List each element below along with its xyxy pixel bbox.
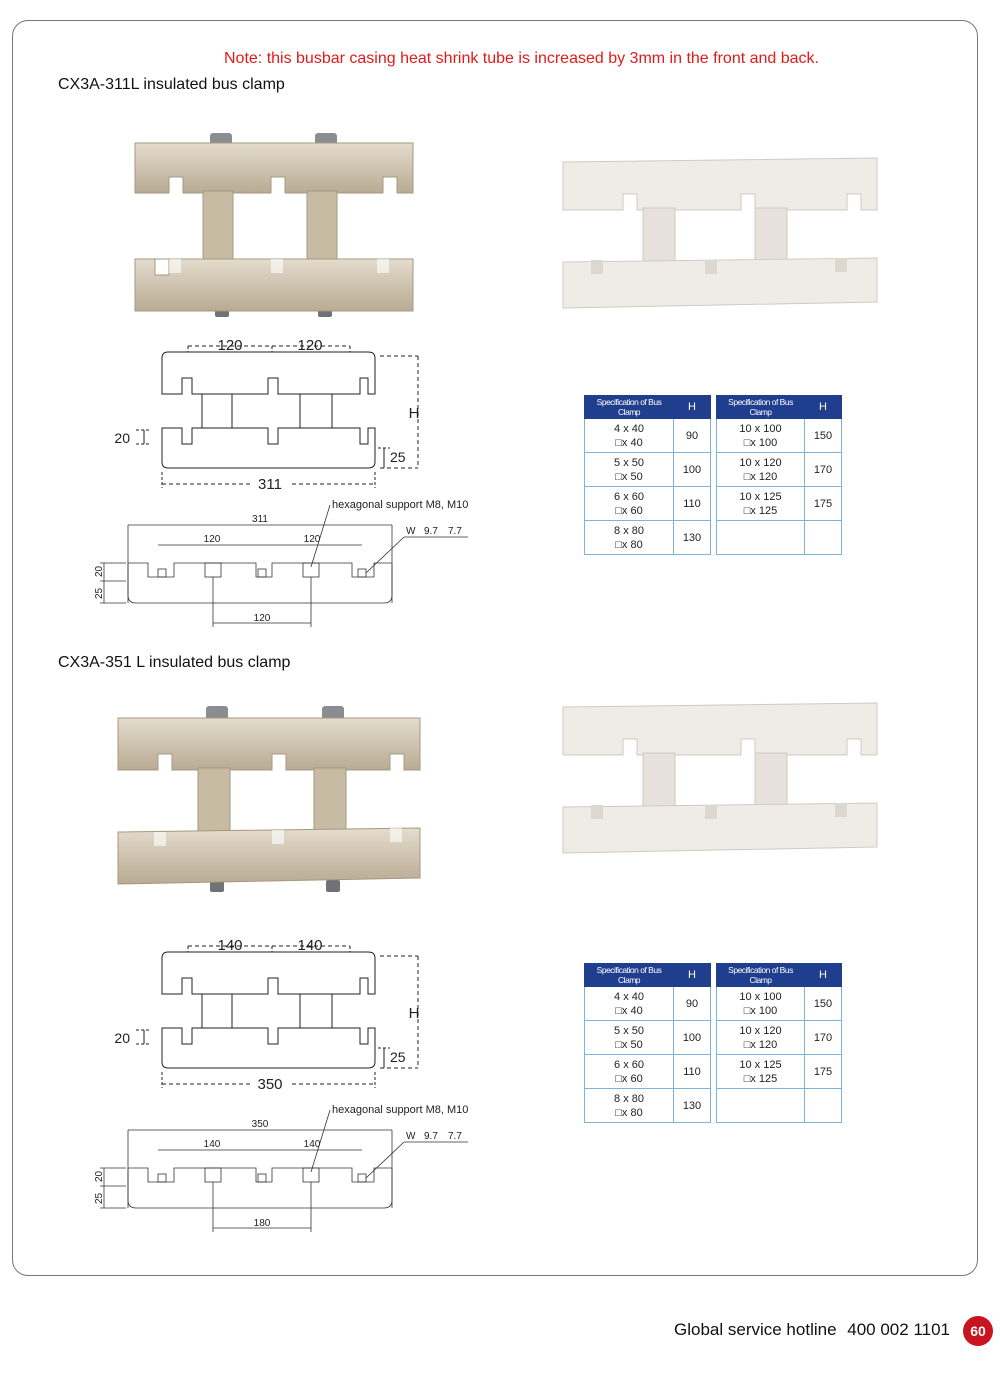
side-left: 140 xyxy=(203,1139,221,1150)
dim-height: H xyxy=(408,405,420,422)
side-h2: 25 xyxy=(94,1192,105,1204)
table-row: 6 x 60 □x 60 110 xyxy=(585,487,711,521)
spec-table-left xyxy=(584,395,711,555)
spec-table-left xyxy=(584,963,711,1123)
side-bottom: 180 xyxy=(253,1218,271,1229)
side-drawing xyxy=(90,495,490,635)
table-row: 4 x 40 □x 40 90 xyxy=(585,987,711,1021)
header-spec: Specification of Bus Clamp xyxy=(585,964,674,987)
side-length: 350 xyxy=(251,1119,269,1130)
clamp-photo-white xyxy=(555,695,885,865)
hex-support-label: hexagonal support M8, M10 xyxy=(332,499,469,511)
product-title: CX3A-351 L insulated bus clamp xyxy=(58,654,291,671)
header-spec: Specification of Bus Clamp xyxy=(717,964,805,987)
header-h: H xyxy=(805,964,842,987)
note-text: Note: this busbar casing heat shrink tube is increased by 3mm in the front and back. xyxy=(224,50,819,67)
table-row: 5 x 50 □x 50 100 xyxy=(585,1021,711,1055)
table-row: 5 x 50 □x 50 100 xyxy=(585,453,711,487)
w-label: W xyxy=(406,1131,416,1142)
table-row: 8 x 80 □x 80 130 xyxy=(585,521,711,555)
clamp-photo-white xyxy=(555,150,885,320)
side-length: 311 xyxy=(252,514,268,525)
hotline-label: Global service hotline xyxy=(674,1320,837,1339)
dim-spacing-right: 120 xyxy=(297,337,323,354)
side-right: 140 xyxy=(303,1139,321,1150)
side-h2: 25 xyxy=(94,587,105,599)
product-title: CX3A-311L insulated bus clamp xyxy=(58,76,285,93)
table-row: 10 x 120 □x 120 170 xyxy=(717,1021,842,1055)
dim-slot: 20 xyxy=(114,430,130,446)
table-row: 4 x 40 □x 40 90 xyxy=(585,419,711,453)
hotline-number: 400 002 1101 xyxy=(847,1320,950,1339)
clamp-photo-beige xyxy=(125,125,425,325)
hex-support-label: hexagonal support M8, M10 xyxy=(332,1104,469,1116)
table-row: 10 x 100 □x 100 150 xyxy=(717,419,842,453)
side-drawing xyxy=(90,1100,490,1240)
table-row: 10 x 100 □x 100 150 xyxy=(717,987,842,1021)
dimension-drawing-top xyxy=(100,330,440,500)
side-h1: 20 xyxy=(94,565,105,577)
w2-value: 7.7 xyxy=(448,526,462,537)
dim-height: H xyxy=(408,1005,420,1022)
table-row xyxy=(717,1089,842,1123)
header-h: H xyxy=(805,396,842,419)
table-row: 10 x 120 □x 120 170 xyxy=(717,453,842,487)
side-bottom: 120 xyxy=(253,613,271,624)
table-row xyxy=(717,521,842,555)
header-h: H xyxy=(674,396,711,419)
dim-spacing-left: 120 xyxy=(217,337,243,354)
dim-length: 350 xyxy=(257,1076,283,1093)
w1-value: 9.7 xyxy=(424,526,438,537)
dim-base: 25 xyxy=(390,449,406,465)
dim-length: 311 xyxy=(258,476,282,493)
spec-table-right xyxy=(716,963,842,1123)
w2-value: 7.7 xyxy=(448,1131,462,1142)
table-row: 10 x 125 □x 125 175 xyxy=(717,1055,842,1089)
footer-hotline xyxy=(674,1320,950,1340)
w-label: W xyxy=(406,526,416,537)
dimension-drawing-top xyxy=(100,930,440,1100)
side-right: 120 xyxy=(303,534,321,545)
clamp-photo-beige xyxy=(110,698,430,898)
w1-value: 9.7 xyxy=(424,1131,438,1142)
dim-base: 25 xyxy=(390,1049,406,1065)
header-spec: Specification of Bus Clamp xyxy=(717,396,805,419)
spec-table-right xyxy=(716,395,842,555)
table-row: 10 x 125 □x 125 175 xyxy=(717,487,842,521)
dim-spacing-right: 140 xyxy=(297,937,323,954)
side-h1: 20 xyxy=(94,1170,105,1182)
table-row: 6 x 60 □x 60 110 xyxy=(585,1055,711,1089)
header-h: H xyxy=(674,964,711,987)
header-spec: Specification of Bus Clamp xyxy=(585,396,674,419)
page-number-badge: 60 xyxy=(963,1316,993,1346)
dim-spacing-left: 140 xyxy=(217,937,243,954)
dim-slot: 20 xyxy=(114,1030,130,1046)
table-row: 8 x 80 □x 80 130 xyxy=(585,1089,711,1123)
side-left: 120 xyxy=(203,534,221,545)
